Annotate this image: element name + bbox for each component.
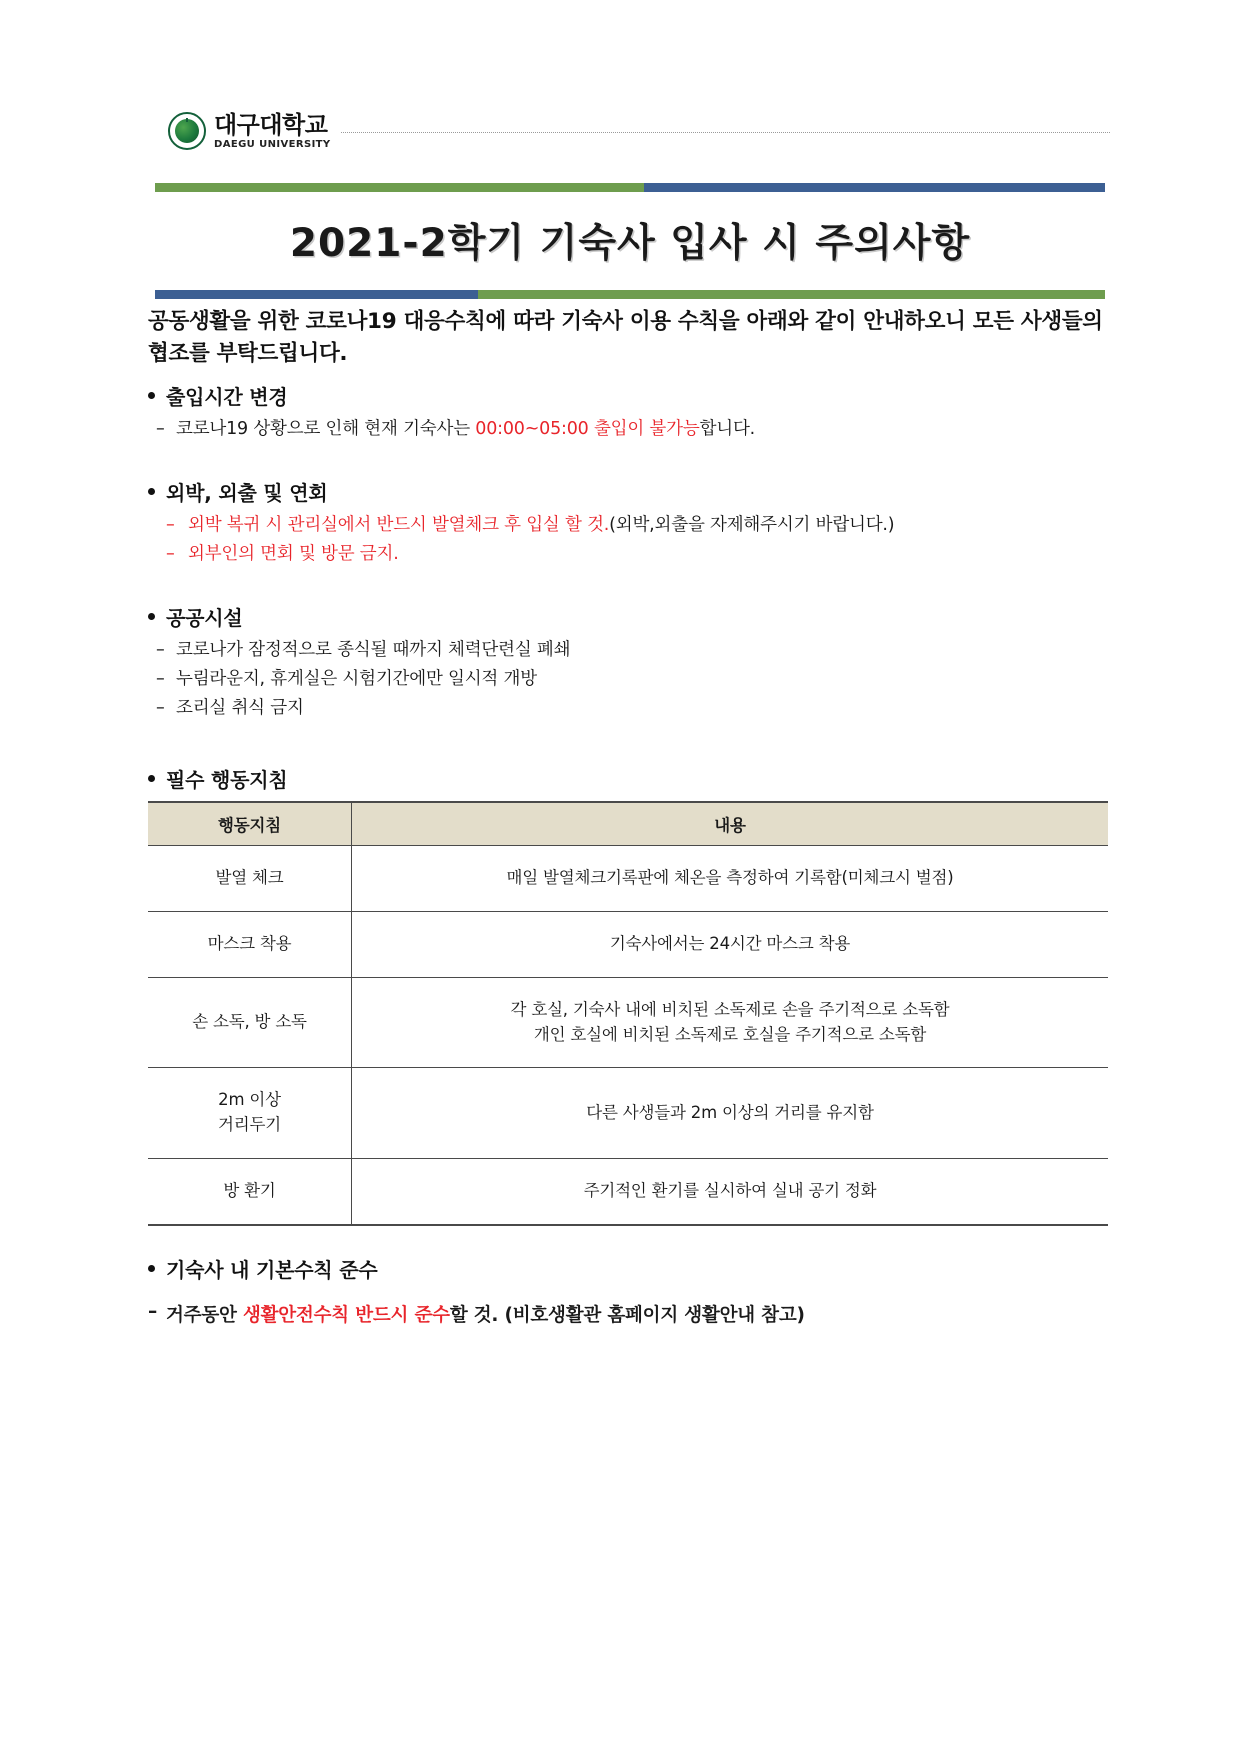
section-item xyxy=(148,695,1108,722)
cell-detail: 주기적인 환기를 실시하여 실내 공기 정화 xyxy=(352,1158,1109,1224)
spacer xyxy=(148,445,1108,475)
spacer xyxy=(148,724,1108,762)
action-guidelines-table xyxy=(148,801,1108,1225)
section-item xyxy=(148,512,1108,539)
page-title: 2021-2학기 기숙사 입사 시 주의사항 xyxy=(289,221,971,266)
table-row xyxy=(148,912,1108,978)
section-item xyxy=(148,666,1108,693)
table-row xyxy=(148,977,1108,1068)
section-entry-hours xyxy=(148,381,1108,443)
section-heading xyxy=(148,1254,1108,1283)
section-basic-rules xyxy=(148,1254,1108,1328)
section-item xyxy=(148,637,1108,664)
table-header xyxy=(148,802,1108,846)
section-heading-label: 필수 행동지침 xyxy=(166,768,288,793)
section-required-actions xyxy=(148,764,1108,1225)
table-row xyxy=(148,846,1108,912)
document-body xyxy=(148,306,1108,1346)
dash-icon: – xyxy=(156,698,165,719)
dash-icon: – xyxy=(156,639,165,660)
section-item xyxy=(148,541,1108,568)
title-top-bar xyxy=(155,183,1105,192)
title-bottom-bar-green xyxy=(478,290,1105,299)
section-heading xyxy=(148,477,1108,506)
footer-note xyxy=(148,1301,1108,1327)
section-heading xyxy=(148,602,1108,631)
cell-detail: 기숙사에서는 24시간 마스크 착용 xyxy=(352,912,1109,978)
cell-guide: 발열 체크 xyxy=(148,846,352,912)
section-heading-label: 기숙사 내 기본수칙 준수 xyxy=(166,1257,378,1282)
footer-text-suffix: 할 것. (비호생활관 홈페이지 생활안내 참고) xyxy=(449,1305,805,1326)
cell-guide: 방 환기 xyxy=(148,1158,352,1224)
item-text: 누림라운지, 휴게실은 시험기간에만 일시적 개방 xyxy=(176,669,537,689)
table-row xyxy=(148,1158,1108,1224)
document-header xyxy=(168,108,1110,154)
section-heading xyxy=(148,764,1108,793)
bullet-dot-icon xyxy=(148,775,155,782)
section-heading-label: 출입시간 변경 xyxy=(166,384,288,409)
item-text-highlight: 00:00~05:00 출입이 불가능 xyxy=(475,418,700,439)
item-text-red: 외부인의 면회 및 방문 금지. xyxy=(188,543,399,564)
cell-guide-line: 거리두기 xyxy=(218,1115,281,1134)
title-bottom-bar-blue xyxy=(155,290,478,299)
dash-icon: – xyxy=(156,669,165,689)
bullet-dot-icon xyxy=(148,488,155,495)
bullet-dot-icon xyxy=(148,613,155,620)
logo-name-korean: 대구대학교 xyxy=(214,110,328,139)
table-row xyxy=(148,1068,1108,1159)
section-heading-label: 외박, 외출 및 연회 xyxy=(166,480,328,505)
cell-detail xyxy=(352,977,1109,1068)
cell-guide-line: 2m 이상 xyxy=(218,1090,281,1110)
cell-detail: 다른 사생들과 2m 이상의 거리를 유지함 xyxy=(352,1068,1109,1159)
item-text-black-tail: (외박,외출을 자제해주시기 바랍니다.) xyxy=(609,514,895,535)
cell-guide: 마스크 착용 xyxy=(148,912,352,978)
dash-icon: – xyxy=(156,418,165,439)
title-top-bar-green xyxy=(155,183,644,192)
table-header-row xyxy=(148,802,1108,846)
footer-text-prefix: 거주동안 xyxy=(166,1305,243,1326)
footer-text-highlight: 생활안전수칙 반드시 준수 xyxy=(242,1305,450,1326)
section-public-facilities xyxy=(148,602,1108,722)
item-text-suffix: 합니다. xyxy=(699,418,756,439)
dash-icon: – xyxy=(148,1301,158,1322)
university-logo-text xyxy=(214,110,331,150)
header-divider xyxy=(341,132,1110,134)
bullet-dot-icon xyxy=(148,1265,155,1272)
title-top-bar-blue xyxy=(644,183,1105,192)
university-logo-icon xyxy=(168,112,206,150)
section-heading xyxy=(148,381,1108,410)
bullet-dot-icon xyxy=(148,392,155,399)
title-bottom-bar xyxy=(155,290,1105,299)
item-text: 코로나가 잠정적으로 종식될 때까지 체력단련실 폐쇄 xyxy=(176,639,571,660)
section-overnight-visits xyxy=(148,477,1108,568)
cell-detail-line: 개인 호실에 비치된 소독제로 호실을 주기적으로 소독함 xyxy=(533,1024,927,1044)
logo-name-english: DAEGU UNIVERSITY xyxy=(214,138,331,150)
cell-guide: 손 소독, 방 소독 xyxy=(148,977,352,1068)
spacer xyxy=(148,570,1108,600)
column-header-detail: 내용 xyxy=(352,802,1109,846)
dash-icon: – xyxy=(166,543,175,564)
section-item xyxy=(148,416,1108,443)
cell-detail: 매일 발열체크기록판에 체온을 측정하여 기록함(미체크시 벌점) xyxy=(352,846,1109,912)
section-heading-label: 공공시설 xyxy=(166,605,243,630)
table-body xyxy=(148,846,1108,1225)
cell-guide xyxy=(148,1068,352,1159)
cell-detail-line: 각 호실, 기숙사 내에 비치된 소독제로 손을 주기적으로 소독함 xyxy=(510,999,950,1019)
item-text-red: 외박 복귀 시 관리실에서 반드시 발열체크 후 입실 할 것. xyxy=(188,514,610,535)
item-text: 조리실 취식 금지 xyxy=(176,698,304,719)
intro-paragraph: 공동생활을 위한 코로나19 대응수칙에 따라 기숙사 이용 수칙을 아래와 같이 안내하오니 모든 사생들의 협조를 부탁드립니다. xyxy=(148,309,1103,367)
dash-icon: – xyxy=(166,514,175,535)
column-header-guide: 행동지침 xyxy=(148,802,352,846)
item-text-prefix: 코로나19 상황으로 인해 현재 기숙사는 xyxy=(176,418,476,439)
